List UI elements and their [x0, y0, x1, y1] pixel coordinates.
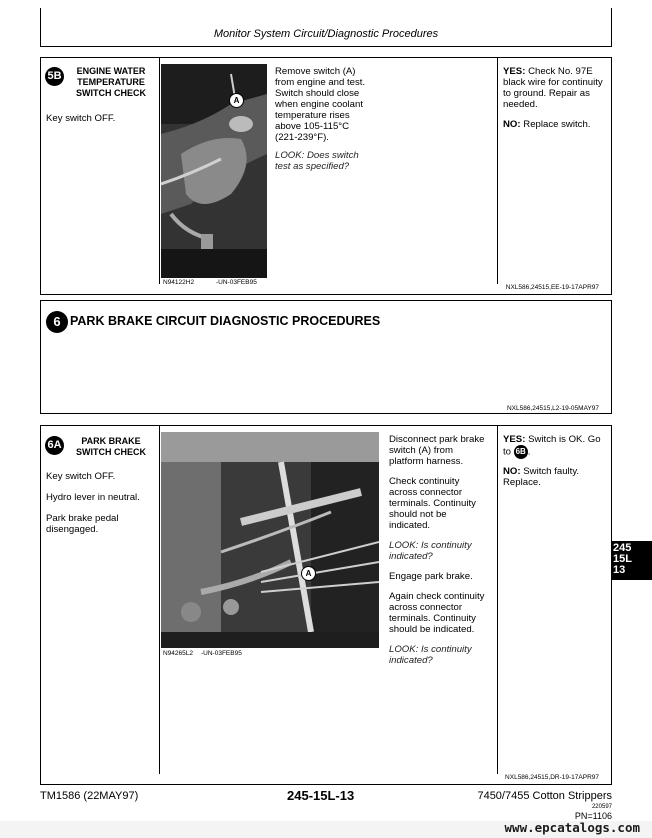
- callout-a-6a: A: [301, 566, 316, 581]
- pn-code: PN=1106: [574, 811, 612, 821]
- section-6: [40, 300, 612, 414]
- date-code: 220597: [591, 804, 612, 810]
- section-tab: 245 15L 13: [611, 541, 652, 580]
- step-6a-conditions: Key switch OFF. Hydro lever in neutral. Park brake pedal disengaged.: [46, 471, 140, 535]
- product-name: 7450/7455 Cotton Strippers: [477, 790, 612, 802]
- step-5b-title: ENGINE WATER TEMPERATURE SWITCH CHECK: [76, 66, 146, 98]
- step-badge-6a: 6A: [45, 436, 64, 455]
- step-6a-heading: [45, 436, 157, 458]
- step-6a-no: NO: Switch faulty. Replace.: [503, 466, 580, 488]
- section-6-title: PARK BRAKE CIRCUIT DIAGNOSTIC PROCEDURES: [70, 314, 381, 328]
- step-badge-6: 6: [46, 311, 68, 333]
- watermark-url[interactable]: www.epcatalogs.com: [504, 820, 640, 835]
- page-number: 245-15L-13: [287, 788, 355, 803]
- step-5b-look: LOOK: Does switch test as specified?: [275, 150, 359, 172]
- ref-code-5b: NXL586,24515,EE-19-17APR97: [505, 284, 599, 291]
- step-5b-yes: YES: Check No. 97E black wire for continuity to ground. Repair as needed.: [503, 66, 603, 110]
- step-5b-procedure: Remove switch (A) from engine and test. Switch should close when engine coolant temperature rises above 105-115°C (221-239°F).: [275, 66, 366, 143]
- step-6a-procedure: Disconnect park brake switch (A) from platform harness. Check continuity across connector terminals. Continuity should not be indicated. LOOK: Is continuity indicated? Engage park brake. Again check continuity across connector terminals. Continuity should be indicated. LOOK: Is continuity indicated?: [389, 434, 485, 666]
- page-left-rule: [40, 8, 41, 46]
- photo-id-6a: N94265L2: [163, 650, 193, 657]
- ref-code-6a: NXL586,24515,DR-19-17APR97: [505, 774, 599, 781]
- manual-number: TM1586 (22MAY97): [40, 790, 139, 802]
- callout-a-5b: A: [229, 93, 244, 108]
- step-5b-heading: [45, 66, 157, 99]
- page-header-title: Monitor System Circuit/Diagnostic Procedures: [213, 28, 439, 40]
- photo-code-6a: -UN-03FEB95: [201, 650, 242, 657]
- page-right-rule: [611, 8, 612, 46]
- section-5b: [40, 57, 612, 295]
- park-brake-switch-photo: [161, 432, 379, 648]
- ref-code-6: NXL586,24515,L2-19-05MAY97: [506, 405, 599, 412]
- step-badge-5b: 5B: [45, 67, 64, 86]
- engine-switch-photo: [161, 64, 267, 278]
- header-rule: [40, 46, 612, 47]
- step-6a-title: PARK BRAKE SWITCH CHECK: [76, 436, 146, 457]
- step-5b-condition: Key switch OFF.: [46, 113, 116, 124]
- step-5b-no: NO: Replace switch.: [503, 119, 591, 130]
- step-6a-yes: YES: Switch is OK. Go to 6B .: [503, 434, 601, 458]
- section-6a: [40, 425, 612, 785]
- photo-id-5b: N94122H2: [163, 279, 195, 286]
- goto-6b-badge: 6B: [514, 445, 528, 459]
- photo-code-5b: -UN-03FEB95: [216, 279, 257, 286]
